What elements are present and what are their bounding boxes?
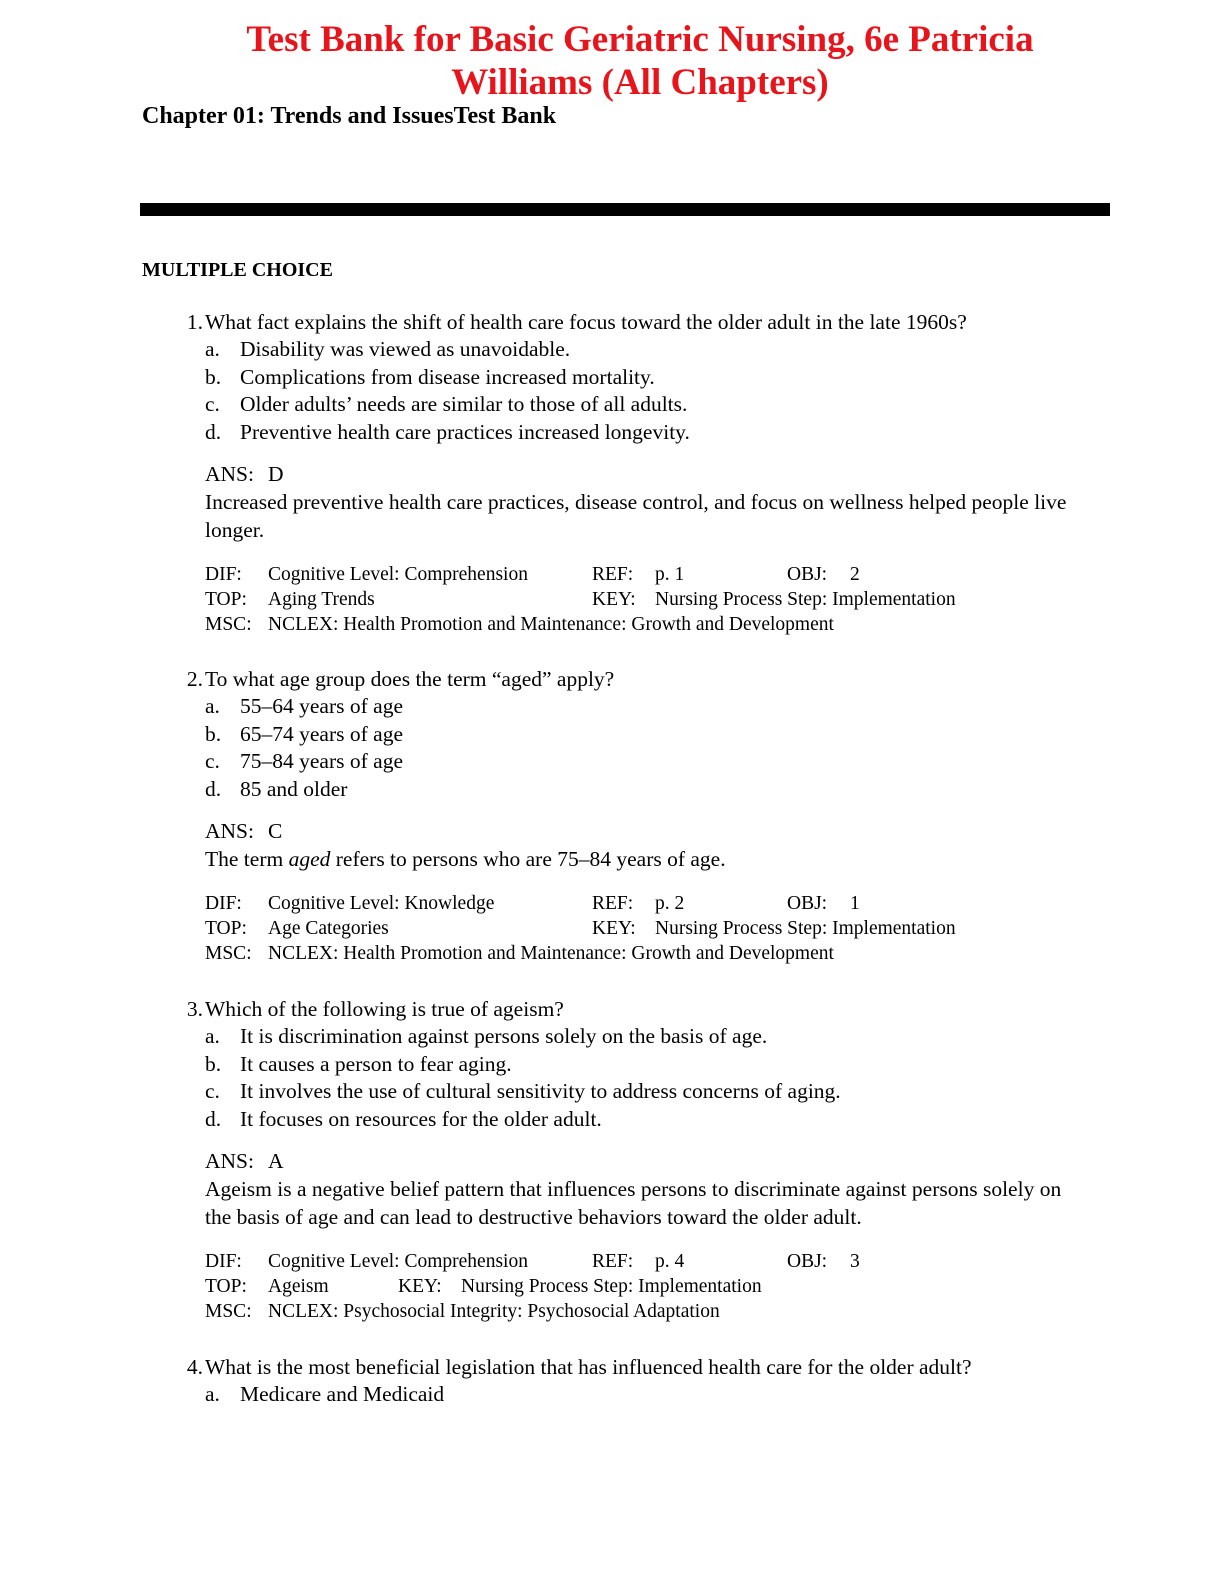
option-text: It involves the use of cultural sensitivity to address concerns of aging. [240, 1079, 841, 1103]
top-value: Age Categories [268, 918, 389, 939]
question-number: 2. [186, 667, 203, 691]
answer-label: ANS: [205, 462, 254, 486]
option-letter: c. [205, 1079, 220, 1103]
option-letter: a. [205, 337, 220, 361]
msc-value: NCLEX: Health Promotion and Maintenance: Growth and Development [268, 614, 834, 635]
option-letter: c. [205, 749, 220, 773]
option-text: 65–74 years of age [240, 721, 403, 746]
question-text: To what age group does the term “aged” apply? [205, 667, 615, 691]
key-value: Nursing Process Step: Implementation [655, 589, 956, 610]
top-value: Ageism [268, 1276, 329, 1297]
question-1 [142, 308, 1102, 637]
option-letter: b. [205, 1051, 222, 1076]
msc-label: MSC: [205, 614, 252, 635]
msc-label: MSC: [205, 943, 252, 964]
rationale-emphasis: aged [288, 847, 331, 871]
top-value: Aging Trends [268, 589, 375, 610]
option-c [142, 391, 1102, 419]
ref-label: REF: [592, 893, 634, 914]
question-3 [142, 995, 1102, 1324]
option-text: Medicare and Medicaid [240, 1382, 445, 1406]
option-text: 85 and older [240, 776, 348, 801]
obj-value: 3 [850, 1251, 860, 1272]
question-number: 1. [186, 310, 203, 334]
option-text: 55–64 years of age [240, 694, 403, 718]
key-label: KEY: [398, 1276, 442, 1297]
key-label: KEY: [592, 589, 636, 610]
rationale-part: refers to persons who are 75–84 years of age. [330, 847, 726, 871]
obj-label: OBJ: [787, 1251, 828, 1272]
option-letter: a. [205, 694, 220, 718]
answer-label: ANS: [205, 819, 254, 843]
option-d [142, 776, 1102, 804]
ref-value: p. 4 [655, 1251, 685, 1272]
answer-block [142, 1147, 1102, 1231]
top-label: TOP: [205, 589, 247, 610]
question-2 [142, 665, 1102, 966]
option-letter: b. [205, 364, 222, 389]
key-label: KEY: [592, 918, 636, 939]
option-text: It causes a person to fear aging. [240, 1051, 512, 1076]
chapter-heading: Chapter 01: Trends and IssuesTest Bank [142, 103, 557, 129]
answer-value: D [268, 462, 284, 486]
obj-label: OBJ: [787, 893, 828, 914]
msc-label: MSC: [205, 1301, 252, 1322]
answer-value: A [268, 1149, 284, 1173]
option-letter: d. [205, 419, 222, 444]
option-text: It focuses on resources for the older adult. [240, 1106, 602, 1131]
header-divider [140, 203, 1110, 216]
ref-value: p. 2 [655, 893, 685, 914]
key-value: Nursing Process Step: Implementation [461, 1276, 762, 1297]
title-line-1: Test Bank for Basic Geriatric Nursing, 6e Patricia [246, 19, 1034, 60]
option-letter: b. [205, 721, 222, 746]
answer-block [142, 460, 1102, 544]
question-text: What fact explains the shift of health care focus toward the older adult in the late 1960s? [205, 310, 967, 334]
answer-rationale [205, 845, 1085, 873]
option-text: 75–84 years of age [240, 749, 403, 773]
answer-rationale: Increased preventive health care practices, disease control, and focus on wellness helped people live longer. [205, 490, 1067, 542]
document-title [140, 18, 1140, 104]
option-b [142, 364, 1102, 392]
answer-block [142, 817, 1102, 873]
option-text: Disability was viewed as unavoidable. [240, 337, 571, 361]
option-text: Preventive health care practices increased longevity. [240, 419, 690, 444]
answer-label: ANS: [205, 1149, 254, 1173]
question-text: Which of the following is true of ageism? [205, 997, 564, 1021]
option-letter: a. [205, 1382, 220, 1406]
dif-value: Cognitive Level: Comprehension [268, 1251, 528, 1272]
question-metadata [142, 1249, 1102, 1324]
dif-value: Cognitive Level: Knowledge [268, 893, 495, 914]
ref-label: REF: [592, 1251, 634, 1272]
option-b [142, 1051, 1102, 1079]
dif-label: DIF: [205, 893, 242, 914]
obj-value: 2 [850, 564, 860, 585]
obj-label: OBJ: [787, 564, 828, 585]
option-a [142, 336, 1102, 364]
question-4 [142, 1353, 1102, 1409]
option-letter: d. [205, 1106, 222, 1131]
dif-label: DIF: [205, 564, 242, 585]
option-d [142, 1106, 1102, 1134]
option-letter: d. [205, 776, 222, 801]
top-label: TOP: [205, 1276, 247, 1297]
question-number: 3. [186, 997, 203, 1021]
question-metadata [142, 562, 1102, 637]
option-text: It is discrimination against persons solely on the basis of age. [240, 1024, 768, 1048]
title-line-2: Williams (All Chapters) [451, 62, 829, 103]
ref-value: p. 1 [655, 564, 685, 585]
obj-value: 1 [850, 893, 860, 914]
option-text: Complications from disease increased mortality. [240, 364, 655, 389]
option-letter: c. [205, 392, 220, 416]
question-text: What is the most beneficial legislation that has influenced health care for the older adult? [205, 1355, 972, 1379]
key-value: Nursing Process Step: Implementation [655, 918, 956, 939]
question-number: 4. [186, 1355, 203, 1379]
ref-label: REF: [592, 564, 634, 585]
option-c [142, 748, 1102, 776]
msc-value: NCLEX: Health Promotion and Maintenance: Growth and Development [268, 943, 834, 964]
option-letter: a. [205, 1024, 220, 1048]
dif-value: Cognitive Level: Comprehension [268, 564, 528, 585]
answer-value: C [268, 819, 283, 843]
answer-rationale: Ageism is a negative belief pattern that influences persons to discriminate against persons solely on the basis of age and can lead to destructive behaviors toward the older adult. [205, 1177, 1062, 1229]
option-c [142, 1078, 1102, 1106]
option-b [142, 721, 1102, 749]
section-heading: MULTIPLE CHOICE [142, 259, 333, 281]
option-d [142, 419, 1102, 447]
question-metadata [142, 891, 1102, 966]
msc-value: NCLEX: Psychosocial Integrity: Psychosocial Adaptation [268, 1301, 720, 1322]
dif-label: DIF: [205, 1251, 242, 1272]
rationale-part: The term [205, 847, 289, 871]
top-label: TOP: [205, 918, 247, 939]
option-text: Older adults’ needs are similar to those of all adults. [240, 392, 688, 416]
option-a [142, 1381, 1102, 1409]
option-a [142, 1023, 1102, 1051]
option-a [142, 693, 1102, 721]
